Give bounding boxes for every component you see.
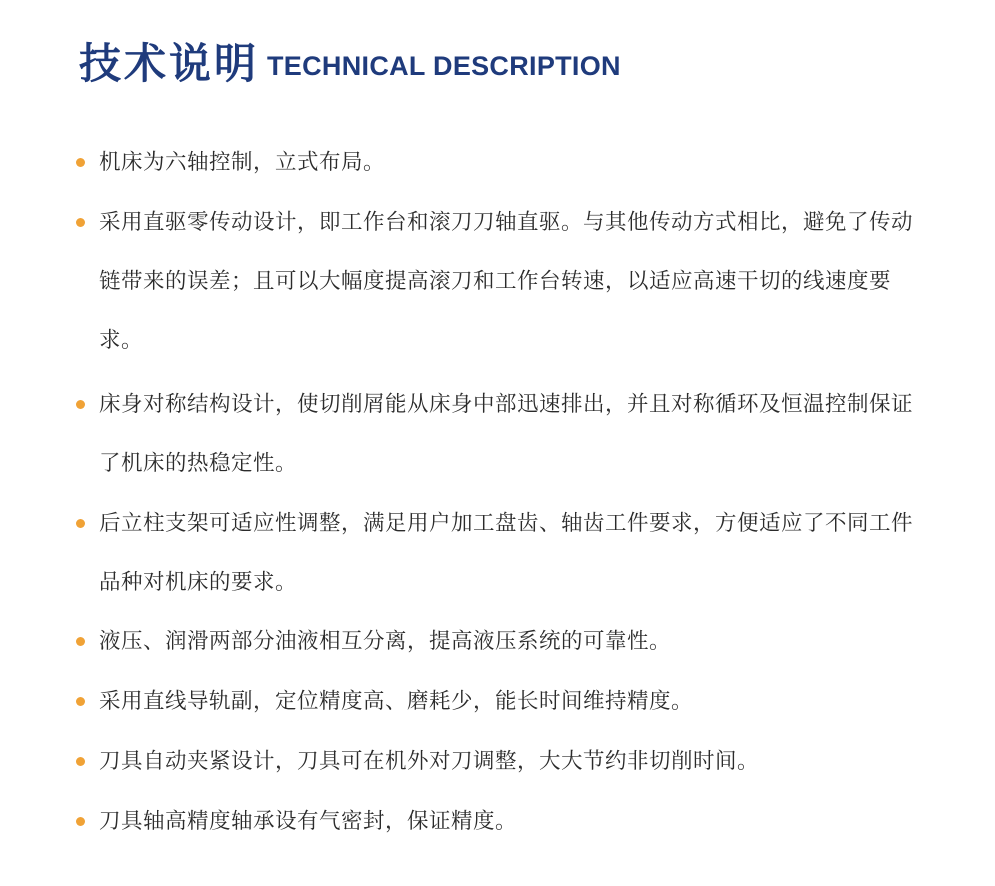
- list-item-text: 采用直线导轨副，定位精度高、磨耗少，能长时间维持精度。: [99, 689, 694, 714]
- page-header: [79, 38, 621, 90]
- list-item: [99, 792, 929, 851]
- list-item: [99, 375, 929, 493]
- list-item: [99, 612, 929, 671]
- bullet-dot-icon: [76, 757, 85, 766]
- list-item-text: 液压、润滑两部分油液相互分离，提高液压系统的可靠性。: [99, 629, 672, 654]
- list-item-text: 刀具自动夹紧设计，刀具可在机外对刀调整，大大节约非切削时间。: [99, 749, 760, 774]
- bullet-dot-icon: [76, 218, 85, 227]
- list-item-text: 床身对称结构设计，使切削屑能从床身中部迅速排出，并且对称循环及恒温控制保证了机床的热稳定性。: [99, 392, 914, 476]
- list-item: [99, 494, 929, 612]
- page-title-chinese: 技术说明: [79, 39, 260, 88]
- list-item: [99, 133, 929, 192]
- list-item-text: 采用直驱零传动设计，即工作台和滚刀刀轴直驱。与其他传动方式相比，避免了传动链带来的误差；且可以大幅度提高滚刀和工作台转速，以适应高速干切的线速度要求。: [99, 210, 914, 353]
- bullet-dot-icon: [76, 519, 85, 528]
- bullet-dot-icon: [76, 400, 85, 409]
- list-item: [99, 672, 929, 731]
- bullet-dot-icon: [76, 817, 85, 826]
- bullet-dot-icon: [76, 637, 85, 646]
- list-item: [99, 193, 929, 370]
- bullet-dot-icon: [76, 697, 85, 706]
- bullet-dot-icon: [76, 158, 85, 167]
- list-item: [99, 732, 929, 791]
- list-item-text: 刀具轴高精度轴承设有气密封，保证精度。: [99, 809, 518, 834]
- list-item-text: 后立柱支架可适应性调整，满足用户加工盘齿、轴齿工件要求，方便适应了不同工件品种对机床的要求。: [99, 511, 914, 595]
- list-item-text: 机床为六轴控制，立式布局。: [99, 150, 386, 175]
- page-title-english: TECHNICAL DESCRIPTION: [267, 51, 621, 81]
